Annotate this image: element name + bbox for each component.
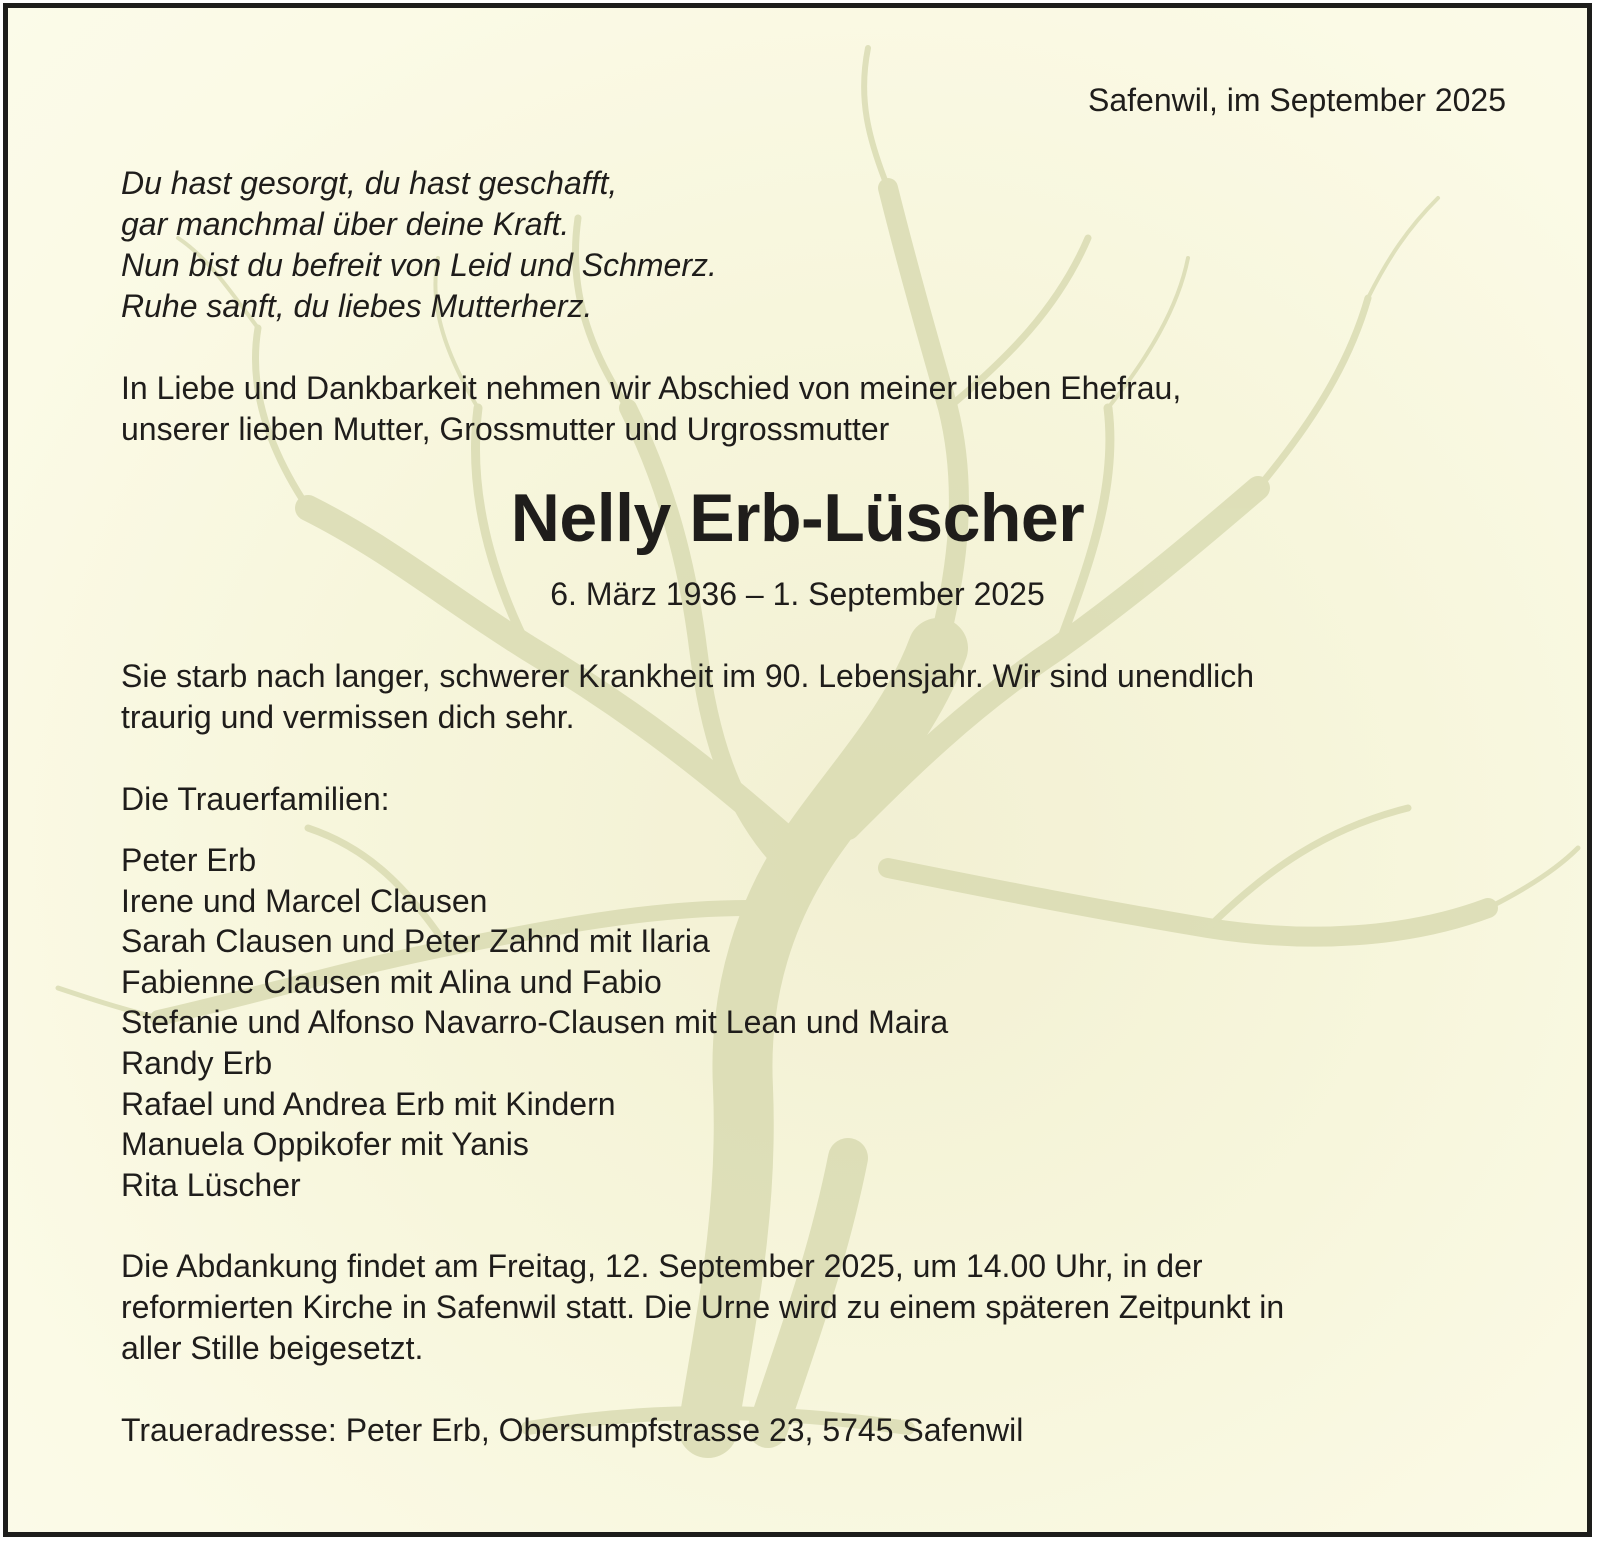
ceremony-line: reformierten Kirche in Safenwil statt. Die Urne wird zu einem späteren Zeitpunkt in: [121, 1289, 1285, 1325]
list-item: Fabienne Clausen mit Alina und Fabio: [121, 963, 662, 1000]
list-item: Rita Lüscher: [121, 1166, 301, 1203]
list-item: Manuela Oppikofer mit Yanis: [121, 1126, 529, 1163]
mourning-address: Traueradresse: Peter Erb, Obersumpfstrasse 23, 5745 Safenwil: [121, 1412, 1024, 1448]
death-text-line: traurig und vermissen dich sehr.: [121, 699, 575, 735]
intro-line: unserer lieben Mutter, Grossmutter und Urgrossmutter: [121, 411, 890, 447]
poem: [121, 163, 717, 327]
death-text-line: Sie starb nach langer, schwerer Krankheit im 90. Lebensjahr. Wir sind unendlich: [121, 658, 1255, 694]
list-item: Irene und Marcel Clausen: [121, 882, 488, 919]
life-dates: 6. März 1936 – 1. September 2025: [550, 576, 1045, 612]
ceremony-line: aller Stille beigesetzt.: [121, 1330, 424, 1366]
mourning-families-list: [121, 840, 948, 1205]
list-item: Peter Erb: [121, 842, 257, 878]
intro-line: In Liebe und Dankbarkeit nehmen wir Abschied von meiner lieben Ehefrau,: [121, 370, 1182, 406]
list-item: Rafael und Andrea Erb mit Kindern: [121, 1085, 616, 1122]
poem-line: Du hast gesorgt, du hast geschafft,: [121, 165, 618, 201]
poem-line: Ruhe sanft, du liebes Mutterherz.: [121, 288, 593, 324]
ceremony-line: Die Abdankung findet am Freitag, 12. September 2025, um 14.00 Uhr, in der: [121, 1248, 1203, 1284]
death-text: [121, 656, 1254, 738]
deceased-name: Nelly Erb-Lüscher: [510, 480, 1085, 556]
intro-text: [121, 368, 1181, 450]
list-item: Sarah Clausen und Peter Zahnd mit Ilaria: [121, 923, 710, 960]
list-item: Randy Erb: [121, 1044, 273, 1081]
obituary-notice: [3, 3, 1592, 1537]
poem-line: gar manchmal über deine Kraft.: [121, 206, 570, 242]
list-item: Stefanie und Alfonso Navarro-Clausen mit Lean und Maira: [121, 1004, 949, 1041]
poem-line: Nun bist du befreit von Leid und Schmerz.: [121, 247, 717, 283]
families-label: Die Trauerfamilien:: [121, 781, 390, 817]
place-and-date: Safenwil, im September 2025: [1088, 82, 1506, 118]
ceremony-details: [121, 1246, 1284, 1369]
